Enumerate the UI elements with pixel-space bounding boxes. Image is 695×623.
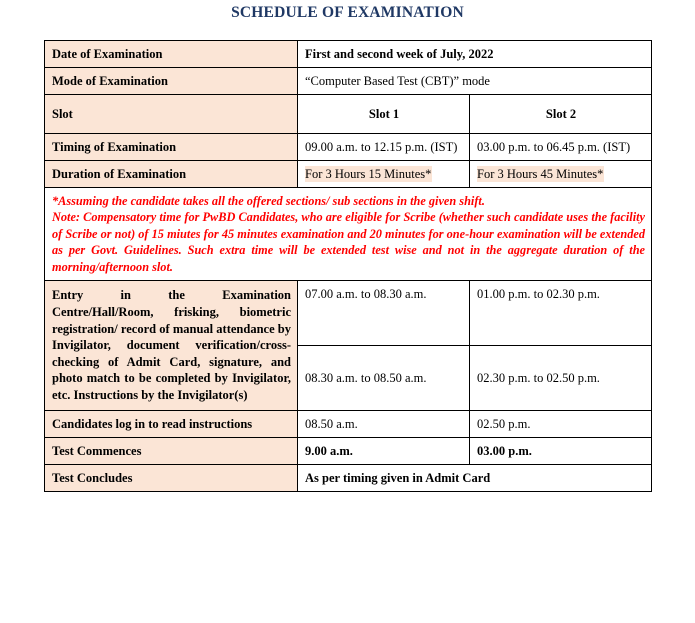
page-title: SCHEDULE OF EXAMINATION [231,4,464,21]
table-row [45,464,652,491]
row-value-mode-of-examination: “Computer Based Test (CBT)” mode [298,68,652,95]
row-label-test-concludes: Test Concludes [45,464,298,491]
login-slot-1: 08.50 a.m. [298,410,470,437]
row-label-timing-of-examination: Timing of Examination [45,134,298,161]
table-row [45,437,652,464]
duration-slot-2 [470,161,652,188]
timing-slot-2: 03.00 p.m. to 06.45 p.m. (IST) [470,134,652,161]
test-concludes-value: As per timing given in Admit Card [298,464,652,491]
row-label-mode-of-examination: Mode of Examination [45,68,298,95]
row-label-date-of-examination: Date of Examination [45,41,298,68]
column-header-slot-1: Slot 1 [298,95,470,134]
table-row [45,188,652,281]
row-label-slot: Slot [45,95,298,134]
duration-slot-1 [298,161,470,188]
verification-window-slot-1: 08.30 a.m. to 08.50 a.m. [298,346,470,411]
table-row [45,410,652,437]
schedule-table [44,40,652,492]
column-header-slot-2: Slot 2 [470,95,652,134]
note-line-assumption: *Assuming the candidate takes all the offered sections/ sub sections in the given shift. [52,194,485,208]
row-label-entry-procedure: Entry in the Examination Centre/Hall/Room, frisking, biometric registration/ record of manual attendance by Invigilator, document verification/cross-checking of Admit Card, signature, and photo match to be completed by Invigilator, etc. Instructions by the Invigilator(s) [45,281,298,410]
table-row [45,281,652,346]
table-row [45,41,652,68]
entry-window-slot-2: 01.00 p.m. to 02.30 p.m. [470,281,652,346]
verification-window-slot-2: 02.30 p.m. to 02.50 p.m. [470,346,652,411]
table-row [45,161,652,188]
row-label-duration-of-examination: Duration of Examination [45,161,298,188]
entry-window-slot-1: 07.00 a.m. to 08.30 a.m. [298,281,470,346]
timing-slot-1: 09.00 a.m. to 12.15 p.m. (IST) [298,134,470,161]
test-commences-slot-1: 9.00 a.m. [298,437,470,464]
table-row [45,134,652,161]
login-slot-2: 02.50 p.m. [470,410,652,437]
row-label-candidates-log-in: Candidates log in to read instructions [45,410,298,437]
table-row [45,68,652,95]
note-line-compensatory: Note: Compensatory time for PwBD Candidates, who are eligible for Scribe (whether such candidate uses the facility of Scribe or not) of 15 miutes for 45 minutes examination and 20 minutes for one-hour examination will be extended as per Govt. Guidelines. Such extra time will be extended test wise and not in the aggregate duration of the morning/afternoon slot. [52,210,645,274]
row-value-date-of-examination: First and second week of July, 2022 [298,41,652,68]
schedule-table-wrapper [44,40,651,492]
duration-slot-1-highlight: For 3 Hours 15 Minutes* [305,167,432,181]
table-row [45,95,652,134]
duration-slot-2-highlight: For 3 Hours 45 Minutes* [477,167,604,181]
compensatory-time-note [45,188,652,281]
test-commences-slot-2: 03.00 p.m. [470,437,652,464]
row-label-test-commences: Test Commences [45,437,298,464]
